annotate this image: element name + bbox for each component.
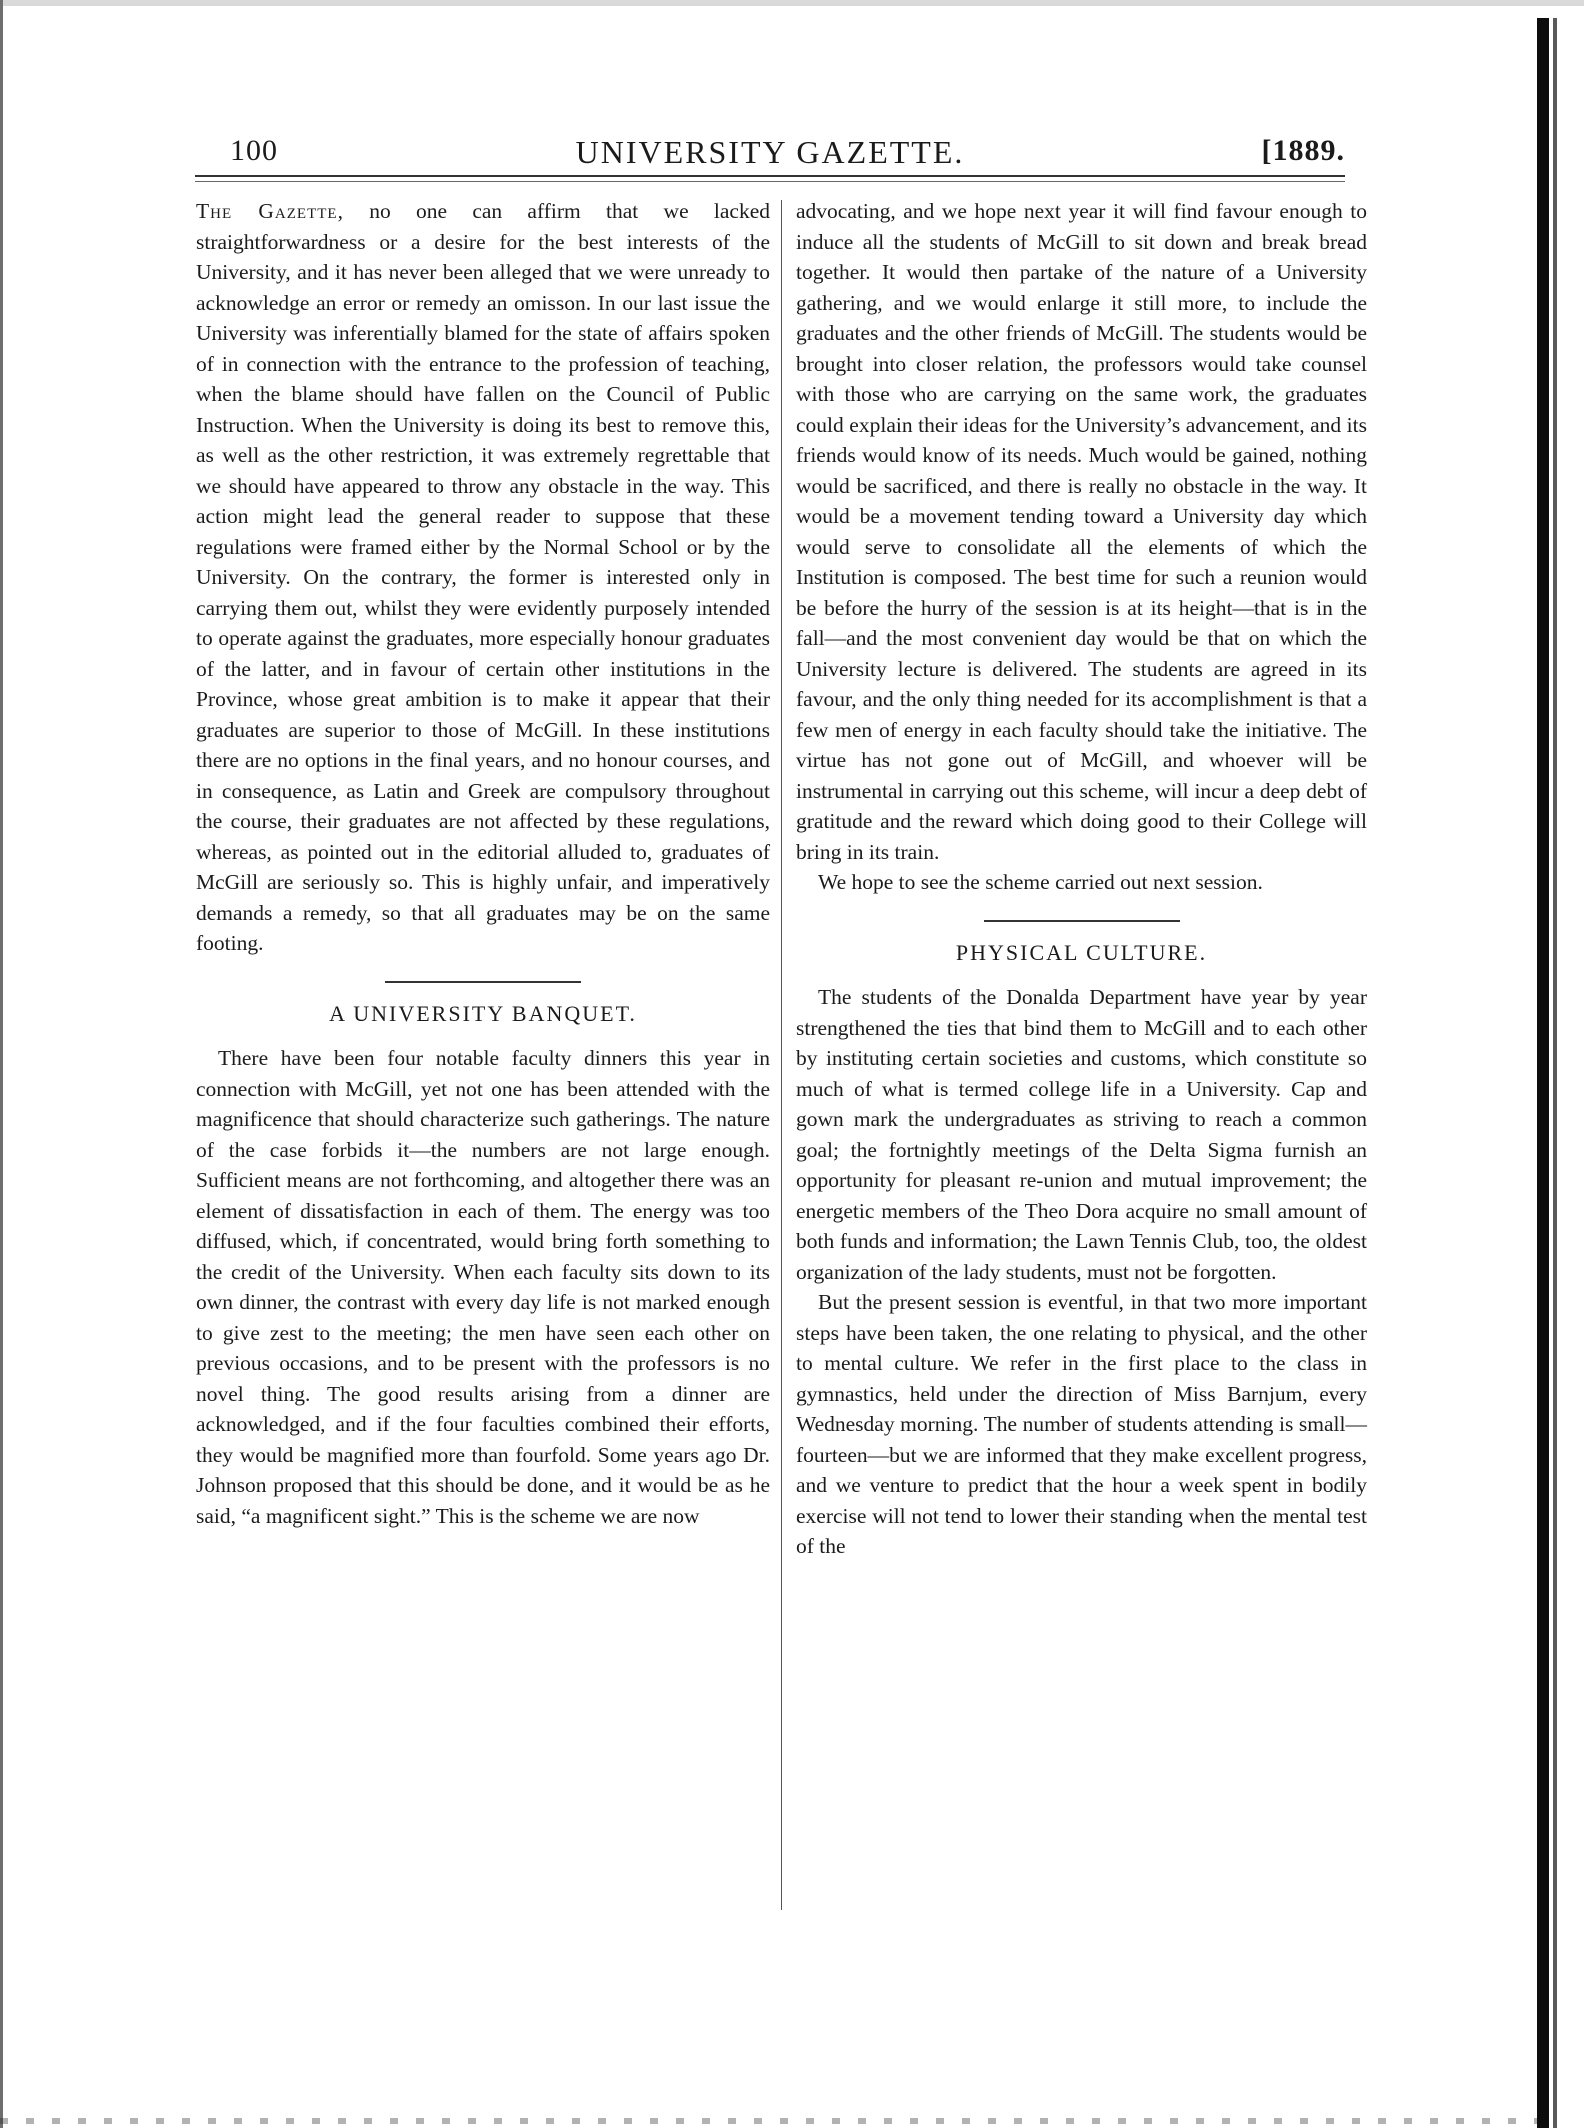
scan-bottom-edge [0,2118,1537,2124]
column-divider [781,200,782,1910]
banquet-closing: We hope to see the scheme carried out next session. [818,870,1263,894]
physical-culture-paragraph-1: The students of the Donalda Department have year by year strengthened the ties that bind them to McGill and to each other by instituting certain societies and customs, which constitute so much of what is termed college life in a University. Cap and gown mark the undergraduates as striving to reach a common goal; the fortnightly meetings of the Delta Sigma furnish an opportunity for pleasant re-union and mutual improvement; the energetic members of the Theo Dora acquire no small amount of both funds and information; the Lawn Tennis Club, too, the oldest organization of the lady students, must not be forgotten. [796,985,1367,1284]
right-column [796,196,1367,1562]
physical-culture-paragraph-2: But the present session is eventful, in that two more important steps have been taken, the one relating to physical, and the other to mental culture. We refer in the first place to the class in gymnastics, held under the direction of Miss Barnjum, every Wednesday morning. The number of students attending is small—fourteen—but we are informed that they make excellent progress, and we venture to predict that the hour a week spent in bodily exercise will not tend to lower their standing when the mental test of the [796,1290,1367,1558]
editorial-text: no one can affirm that we lacked straightforwardness or a desire for the best interests of the University, and it has never been alleged that we were unready to acknowledge an error or remedy an omisson. In our last issue the University was inferentially blamed for the state of affairs spoken of in connection with the entrance to the profession of teaching, when the blame should have fallen on the Council of Public Instruction. When the University is doing its best to remove this, as well as the other restriction, it was extremely regrettable that we should have appeared to throw any obstacle in the way. This action might lead the general reader to suppose that these regulations were framed either by the Normal School or by the University. On the contrary, the former is interested only in carrying them out, whilst they were evidently purposely intended to operate against the graduates, more especially honour graduates of the latter, and in favour of certain other institutions in the Province, whose great ambition is to make it appear that their graduates are superior to those of McGill. In these institutions there are no options in the final years, and no honour courses, and in consequence, as Latin and Greek are compulsory throughout the course, their graduates are not affected by these regulations, whereas, as pointed out in the editorial alluded to, graduates of McGill are seriously so. This is highly unfair, and imperatively demands a remedy, so that all graduates may be on the same footing. [196,199,770,955]
editorial-continuation [196,196,770,959]
scan-right-edge [1537,18,1549,2128]
section-divider [385,981,581,983]
header-rule [195,175,1345,177]
banquet-continuation: advocating, and we hope next year it will find favour enough to induce all the students of McGill to sit down and break bread together. It would then partake of the nature of a University gathering, and we would enlarge it still more, to include the graduates and the other friends of McGill. The students would be brought into closer relation, the professors would take counsel with those who are carrying on the same work, the graduates could explain their ideas for the University’s advancement, and its friends would know of its needs. Much would be gained, nothing would be sacrificed, and there is really no obstacle in the way. It would be a movement tending toward a University day which would serve to consolidate all the elements of which the Institution is composed. The best time for such a reunion would be before the hurry of the session is at its height—that is in the fall—and the most convenient day would be that on which the University lecture is delivered. The students are agreed in its favour, and the only thing needed for its accomplishment is that a few men of energy in each faculty should take the initiative. The virtue has not gone out of McGill, and whoever will be instrumental in carrying out this scheme, will incur a deep debt of gratitude and the reward which doing good to their College will bring in its train. [796,199,1367,864]
gazette-name: The Gazette, [196,199,344,223]
page-number: 100 [230,134,278,167]
header-rule-thin [195,181,1345,182]
section-heading-banquet: A UNIVERSITY BANQUET. [329,1000,637,1026]
scan-right-edge-inner [1553,18,1557,2128]
scan-left-edge [0,0,3,2128]
scan-top-edge [0,0,1584,6]
section-divider [984,920,1180,922]
left-column [196,196,770,1531]
publication-title: UNIVERSITY GAZETTE. [575,134,965,170]
section-heading-physical-culture: PHYSICAL CULTURE. [955,939,1208,965]
publication-year: [1889. [1261,134,1345,167]
running-header [195,122,1345,172]
banquet-paragraph: There have been four notable faculty dinners this year in connection with McGill, yet not one has been attended with the magnificence that should characterize such gatherings. The nature of the case forbids it—the numbers are not large enough. Sufficient means are not forthcoming, and altogether there was an element of dissatisfaction in each of them. The energy was too diffused, which, if concentrated, would bring forth something to the credit of the University. When each faculty sits down to its own dinner, the contrast with every day life is not marked enough to give zest to the meeting; the men have seen each other on previous occasions, and to be present with the professors is no novel thing. The good results arising from a dinner are acknowledged, and if the four faculties combined their efforts, they would be magnified more than fourfold. Some years ago Dr. Johnson proposed that this should be done, and it would be as he said, “a magnificent sight.” This is the scheme we are now [196,1046,770,1528]
